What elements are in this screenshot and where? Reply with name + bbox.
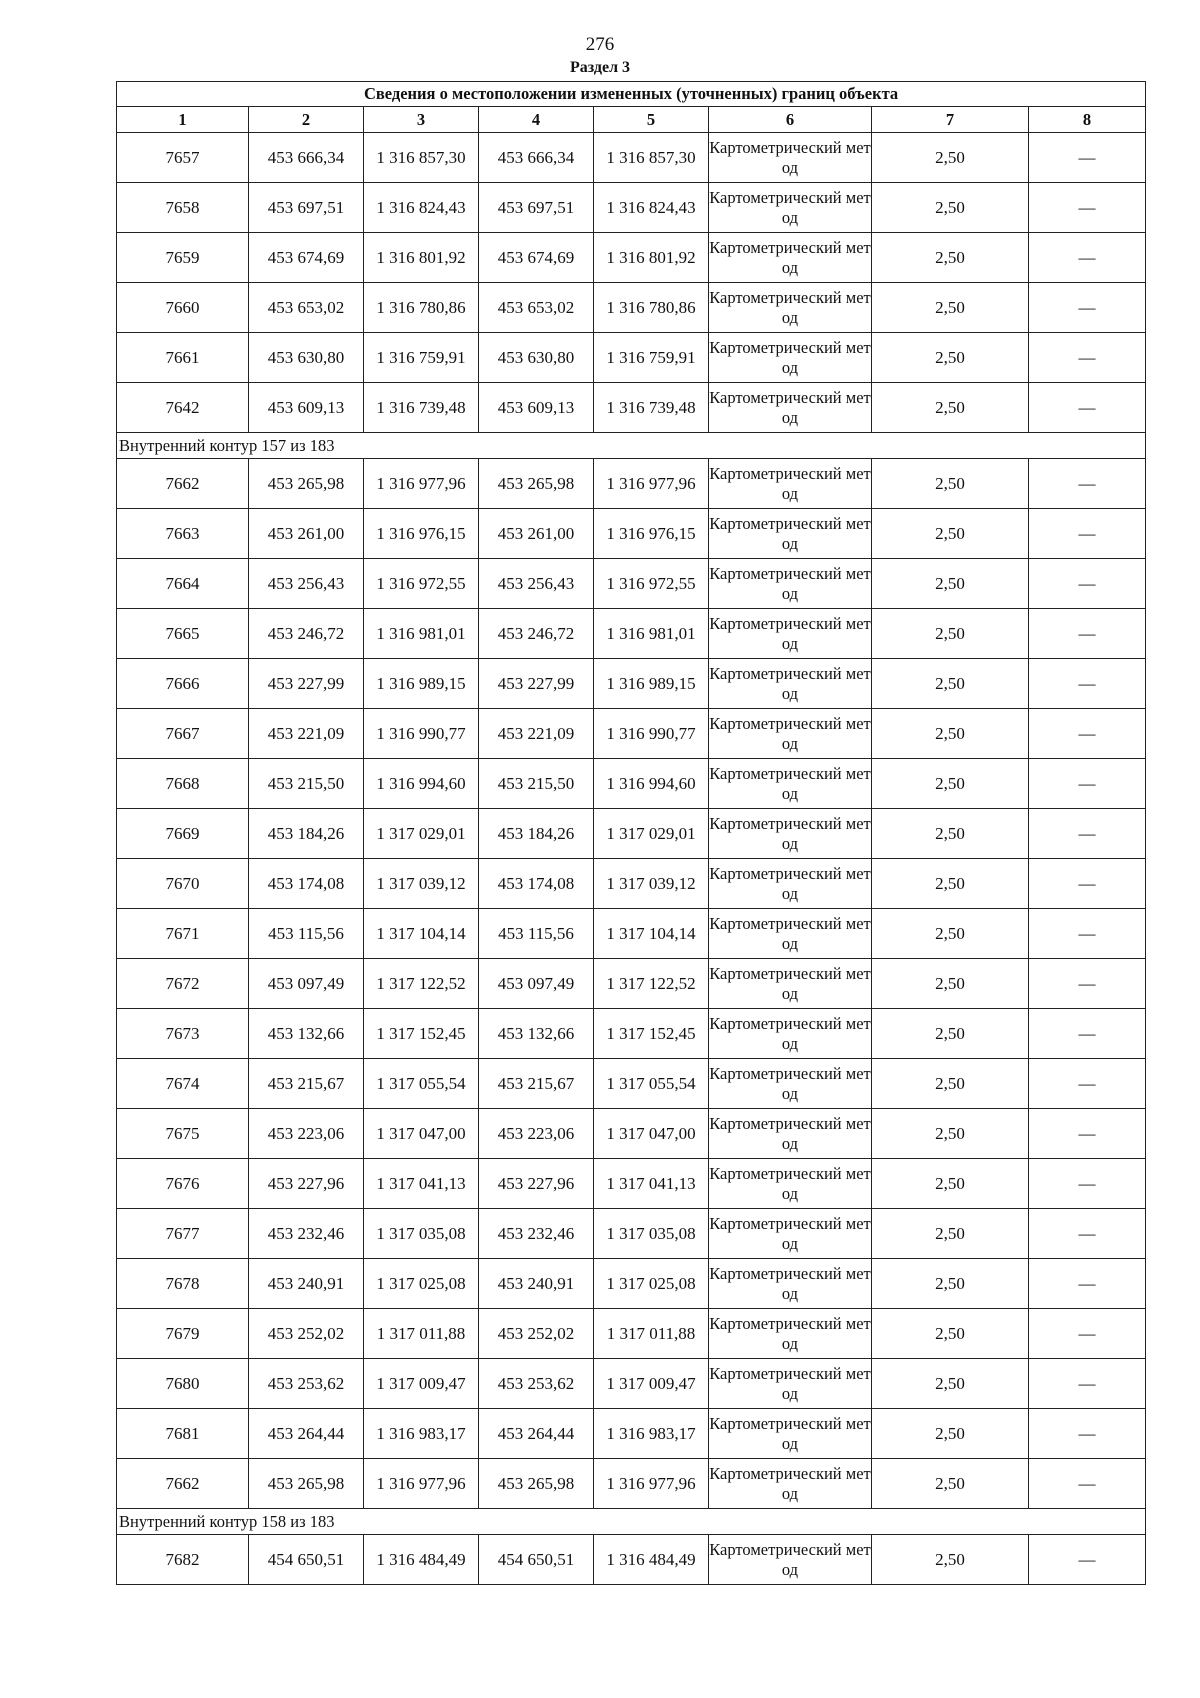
x-new-cell: 453 609,13 [479,383,594,433]
accuracy-cell: 2,50 [872,283,1029,333]
description-cell: — [1029,1309,1146,1359]
y-new-cell: 1 316 857,30 [594,133,709,183]
y-new-cell: 1 316 780,86 [594,283,709,333]
x-existing-cell: 453 252,02 [249,1309,364,1359]
accuracy-cell: 2,50 [872,859,1029,909]
accuracy-cell: 2,50 [872,609,1029,659]
table-row [117,1409,1146,1459]
accuracy-cell: 2,50 [872,559,1029,609]
table-row [117,383,1146,433]
x-existing-cell: 453 265,98 [249,459,364,509]
column-header: 4 [479,107,594,133]
accuracy-cell: 2,50 [872,509,1029,559]
boundary-coordinates-table [116,81,1146,1585]
y-new-cell: 1 316 484,49 [594,1535,709,1585]
method-cell: Картометрический метод [709,333,872,383]
y-new-cell: 1 317 047,00 [594,1109,709,1159]
accuracy-cell: 2,50 [872,1535,1029,1585]
y-existing-cell: 1 316 857,30 [364,133,479,183]
method-cell: Картометрический метод [709,1309,872,1359]
table-row [117,1459,1146,1509]
method-cell: Картометрический метод [709,909,872,959]
description-cell: — [1029,559,1146,609]
x-new-cell: 453 215,50 [479,759,594,809]
x-new-cell: 453 252,02 [479,1309,594,1359]
accuracy-cell: 2,50 [872,183,1029,233]
description-cell: — [1029,1059,1146,1109]
y-new-cell: 1 317 011,88 [594,1309,709,1359]
point-number-cell: 7665 [117,609,249,659]
y-existing-cell: 1 316 824,43 [364,183,479,233]
table-caption: Сведения о местоположении измененных (уточненных) границ объекта [117,82,1146,107]
x-existing-cell: 453 097,49 [249,959,364,1009]
method-cell: Картометрический метод [709,709,872,759]
point-number-cell: 7676 [117,1159,249,1209]
x-new-cell: 453 265,98 [479,459,594,509]
description-cell: — [1029,1109,1146,1159]
x-new-cell: 453 697,51 [479,183,594,233]
description-cell: — [1029,1009,1146,1059]
y-existing-cell: 1 316 994,60 [364,759,479,809]
y-new-cell: 1 316 824,43 [594,183,709,233]
x-new-cell: 453 232,46 [479,1209,594,1259]
y-existing-cell: 1 316 801,92 [364,233,479,283]
x-existing-cell: 453 653,02 [249,283,364,333]
table-row [117,1009,1146,1059]
accuracy-cell: 2,50 [872,1459,1029,1509]
x-new-cell: 453 227,96 [479,1159,594,1209]
x-existing-cell: 453 174,08 [249,859,364,909]
point-number-cell: 7658 [117,183,249,233]
accuracy-cell: 2,50 [872,133,1029,183]
x-existing-cell: 453 232,46 [249,1209,364,1259]
x-existing-cell: 453 666,34 [249,133,364,183]
x-existing-cell: 453 609,13 [249,383,364,433]
table-row [117,559,1146,609]
x-new-cell: 453 132,66 [479,1009,594,1059]
method-cell: Картометрический метод [709,1409,872,1459]
description-cell: — [1029,1209,1146,1259]
y-new-cell: 1 316 972,55 [594,559,709,609]
y-new-cell: 1 316 981,01 [594,609,709,659]
method-cell: Картометрический метод [709,1535,872,1585]
description-cell: — [1029,333,1146,383]
accuracy-cell: 2,50 [872,809,1029,859]
x-existing-cell: 453 221,09 [249,709,364,759]
y-existing-cell: 1 316 990,77 [364,709,479,759]
x-new-cell: 453 261,00 [479,509,594,559]
y-existing-cell: 1 316 484,49 [364,1535,479,1585]
description-cell: — [1029,1459,1146,1509]
table-row [117,709,1146,759]
method-cell: Картометрический метод [709,1259,872,1309]
table-row [117,1209,1146,1259]
x-existing-cell: 453 697,51 [249,183,364,233]
y-new-cell: 1 317 122,52 [594,959,709,1009]
column-header: 3 [364,107,479,133]
description-cell: — [1029,1535,1146,1585]
accuracy-cell: 2,50 [872,1009,1029,1059]
table-row [117,659,1146,709]
description-cell: — [1029,759,1146,809]
y-existing-cell: 1 317 047,00 [364,1109,479,1159]
description-cell: — [1029,233,1146,283]
x-new-cell: 453 115,56 [479,909,594,959]
description-cell: — [1029,1409,1146,1459]
y-new-cell: 1 317 035,08 [594,1209,709,1259]
method-cell: Картометрический метод [709,183,872,233]
table-row [117,1159,1146,1209]
point-number-cell: 7672 [117,959,249,1009]
table-row [117,609,1146,659]
x-new-cell: 453 653,02 [479,283,594,333]
y-new-cell: 1 317 104,14 [594,909,709,959]
method-cell: Картометрический метод [709,1159,872,1209]
y-existing-cell: 1 317 055,54 [364,1059,479,1109]
method-cell: Картометрический метод [709,1359,872,1409]
page-number: 276 [585,34,615,55]
table-row [117,1259,1146,1309]
y-new-cell: 1 316 801,92 [594,233,709,283]
x-existing-cell: 453 674,69 [249,233,364,283]
accuracy-cell: 2,50 [872,1109,1029,1159]
description-cell: — [1029,283,1146,333]
x-existing-cell: 453 227,96 [249,1159,364,1209]
accuracy-cell: 2,50 [872,383,1029,433]
table-row [117,1359,1146,1409]
accuracy-cell: 2,50 [872,459,1029,509]
y-new-cell: 1 316 990,77 [594,709,709,759]
x-new-cell: 453 240,91 [479,1259,594,1309]
x-new-cell: 453 223,06 [479,1109,594,1159]
x-existing-cell: 453 264,44 [249,1409,364,1459]
point-number-cell: 7679 [117,1309,249,1359]
x-new-cell: 453 097,49 [479,959,594,1009]
y-new-cell: 1 317 152,45 [594,1009,709,1059]
y-existing-cell: 1 316 976,15 [364,509,479,559]
table-row [117,1109,1146,1159]
point-number-cell: 7678 [117,1259,249,1309]
method-cell: Картометрический метод [709,609,872,659]
method-cell: Картометрический метод [709,459,872,509]
description-cell: — [1029,909,1146,959]
x-existing-cell: 453 246,72 [249,609,364,659]
column-header: 6 [709,107,872,133]
y-existing-cell: 1 316 759,91 [364,333,479,383]
table-row [117,183,1146,233]
y-existing-cell: 1 316 780,86 [364,283,479,333]
y-existing-cell: 1 317 035,08 [364,1209,479,1259]
x-new-cell: 453 674,69 [479,233,594,283]
method-cell: Картометрический метод [709,959,872,1009]
x-existing-cell: 453 184,26 [249,809,364,859]
point-number-cell: 7675 [117,1109,249,1159]
contour-row [117,433,1146,459]
x-new-cell: 454 650,51 [479,1535,594,1585]
table-row [117,509,1146,559]
point-number-cell: 7681 [117,1409,249,1459]
point-number-cell: 7642 [117,383,249,433]
description-cell: — [1029,459,1146,509]
method-cell: Картометрический метод [709,809,872,859]
y-new-cell: 1 316 994,60 [594,759,709,809]
x-existing-cell: 453 256,43 [249,559,364,609]
description-cell: — [1029,183,1146,233]
y-existing-cell: 1 317 011,88 [364,1309,479,1359]
y-existing-cell: 1 317 029,01 [364,809,479,859]
y-existing-cell: 1 317 025,08 [364,1259,479,1309]
section-title: Раздел 3 [569,59,631,76]
x-existing-cell: 453 132,66 [249,1009,364,1059]
y-new-cell: 1 316 759,91 [594,333,709,383]
y-existing-cell: 1 316 989,15 [364,659,479,709]
y-new-cell: 1 317 029,01 [594,809,709,859]
description-cell: — [1029,709,1146,759]
y-new-cell: 1 316 977,96 [594,459,709,509]
accuracy-cell: 2,50 [872,659,1029,709]
x-new-cell: 453 265,98 [479,1459,594,1509]
x-existing-cell: 453 261,00 [249,509,364,559]
method-cell: Картометрический метод [709,1209,872,1259]
x-new-cell: 453 215,67 [479,1059,594,1109]
point-number-cell: 7657 [117,133,249,183]
accuracy-cell: 2,50 [872,1359,1029,1409]
y-existing-cell: 1 316 977,96 [364,1459,479,1509]
y-existing-cell: 1 316 977,96 [364,459,479,509]
column-header: 5 [594,107,709,133]
contour-label: Внутренний контур 157 из 183 [117,433,1146,459]
method-cell: Картометрический метод [709,133,872,183]
column-header: 8 [1029,107,1146,133]
y-new-cell: 1 317 025,08 [594,1259,709,1309]
x-existing-cell: 453 115,56 [249,909,364,959]
accuracy-cell: 2,50 [872,1309,1029,1359]
method-cell: Картометрический метод [709,759,872,809]
accuracy-cell: 2,50 [872,1209,1029,1259]
table-row [117,1535,1146,1585]
y-existing-cell: 1 317 041,13 [364,1159,479,1209]
x-existing-cell: 454 650,51 [249,1535,364,1585]
y-existing-cell: 1 317 009,47 [364,1359,479,1409]
x-new-cell: 453 256,43 [479,559,594,609]
y-new-cell: 1 316 989,15 [594,659,709,709]
y-existing-cell: 1 317 122,52 [364,959,479,1009]
y-new-cell: 1 316 983,17 [594,1409,709,1459]
accuracy-cell: 2,50 [872,1159,1029,1209]
point-number-cell: 7671 [117,909,249,959]
column-header: 2 [249,107,364,133]
accuracy-cell: 2,50 [872,759,1029,809]
y-new-cell: 1 317 055,54 [594,1059,709,1109]
x-new-cell: 453 264,44 [479,1409,594,1459]
accuracy-cell: 2,50 [872,1409,1029,1459]
x-new-cell: 453 666,34 [479,133,594,183]
column-header: 1 [117,107,249,133]
method-cell: Картометрический метод [709,383,872,433]
y-existing-cell: 1 316 739,48 [364,383,479,433]
point-number-cell: 7674 [117,1059,249,1109]
point-number-cell: 7662 [117,1459,249,1509]
method-cell: Картометрический метод [709,233,872,283]
x-new-cell: 453 246,72 [479,609,594,659]
x-existing-cell: 453 630,80 [249,333,364,383]
description-cell: — [1029,1159,1146,1209]
table-row [117,1059,1146,1109]
table-row [117,459,1146,509]
y-existing-cell: 1 316 983,17 [364,1409,479,1459]
method-cell: Картометрический метод [709,559,872,609]
contour-label: Внутренний контур 158 из 183 [117,1509,1146,1535]
point-number-cell: 7673 [117,1009,249,1059]
table-row [117,133,1146,183]
method-cell: Картометрический метод [709,859,872,909]
accuracy-cell: 2,50 [872,959,1029,1009]
y-new-cell: 1 316 976,15 [594,509,709,559]
x-new-cell: 453 630,80 [479,333,594,383]
y-existing-cell: 1 317 104,14 [364,909,479,959]
point-number-cell: 7668 [117,759,249,809]
accuracy-cell: 2,50 [872,233,1029,283]
table-row [117,283,1146,333]
method-cell: Картометрический метод [709,1059,872,1109]
point-number-cell: 7664 [117,559,249,609]
x-new-cell: 453 227,99 [479,659,594,709]
point-number-cell: 7660 [117,283,249,333]
description-cell: — [1029,659,1146,709]
point-number-cell: 7659 [117,233,249,283]
point-number-cell: 7666 [117,659,249,709]
point-number-cell: 7677 [117,1209,249,1259]
point-number-cell: 7662 [117,459,249,509]
accuracy-cell: 2,50 [872,1259,1029,1309]
table-row [117,1309,1146,1359]
x-existing-cell: 453 227,99 [249,659,364,709]
contour-row [117,1509,1146,1535]
description-cell: — [1029,859,1146,909]
point-number-cell: 7669 [117,809,249,859]
x-existing-cell: 453 215,50 [249,759,364,809]
description-cell: — [1029,383,1146,433]
method-cell: Картометрический метод [709,1009,872,1059]
y-existing-cell: 1 316 972,55 [364,559,479,609]
method-cell: Картометрический метод [709,659,872,709]
method-cell: Картометрический метод [709,1109,872,1159]
column-header: 7 [872,107,1029,133]
table-row [117,959,1146,1009]
x-existing-cell: 453 265,98 [249,1459,364,1509]
table-row [117,233,1146,283]
description-cell: — [1029,809,1146,859]
table-row [117,333,1146,383]
description-cell: — [1029,959,1146,1009]
point-number-cell: 7667 [117,709,249,759]
table-row [117,759,1146,809]
method-cell: Картометрический метод [709,509,872,559]
point-number-cell: 7663 [117,509,249,559]
table-row [117,809,1146,859]
table-row [117,859,1146,909]
y-new-cell: 1 317 039,12 [594,859,709,909]
point-number-cell: 7680 [117,1359,249,1409]
y-new-cell: 1 316 739,48 [594,383,709,433]
table-row [117,909,1146,959]
x-existing-cell: 453 240,91 [249,1259,364,1309]
x-new-cell: 453 174,08 [479,859,594,909]
y-existing-cell: 1 316 981,01 [364,609,479,659]
method-cell: Картометрический метод [709,1459,872,1509]
x-new-cell: 453 253,62 [479,1359,594,1409]
description-cell: — [1029,1259,1146,1309]
point-number-cell: 7661 [117,333,249,383]
y-new-cell: 1 316 977,96 [594,1459,709,1509]
accuracy-cell: 2,50 [872,909,1029,959]
column-header-row [117,107,1146,133]
y-existing-cell: 1 317 152,45 [364,1009,479,1059]
x-new-cell: 453 184,26 [479,809,594,859]
method-cell: Картометрический метод [709,283,872,333]
x-existing-cell: 453 215,67 [249,1059,364,1109]
point-number-cell: 7682 [117,1535,249,1585]
x-new-cell: 453 221,09 [479,709,594,759]
x-existing-cell: 453 223,06 [249,1109,364,1159]
description-cell: — [1029,609,1146,659]
point-number-cell: 7670 [117,859,249,909]
accuracy-cell: 2,50 [872,333,1029,383]
x-existing-cell: 453 253,62 [249,1359,364,1409]
y-existing-cell: 1 317 039,12 [364,859,479,909]
accuracy-cell: 2,50 [872,709,1029,759]
description-cell: — [1029,133,1146,183]
accuracy-cell: 2,50 [872,1059,1029,1109]
description-cell: — [1029,509,1146,559]
table-body [117,133,1146,1585]
y-new-cell: 1 317 041,13 [594,1159,709,1209]
y-new-cell: 1 317 009,47 [594,1359,709,1409]
description-cell: — [1029,1359,1146,1409]
